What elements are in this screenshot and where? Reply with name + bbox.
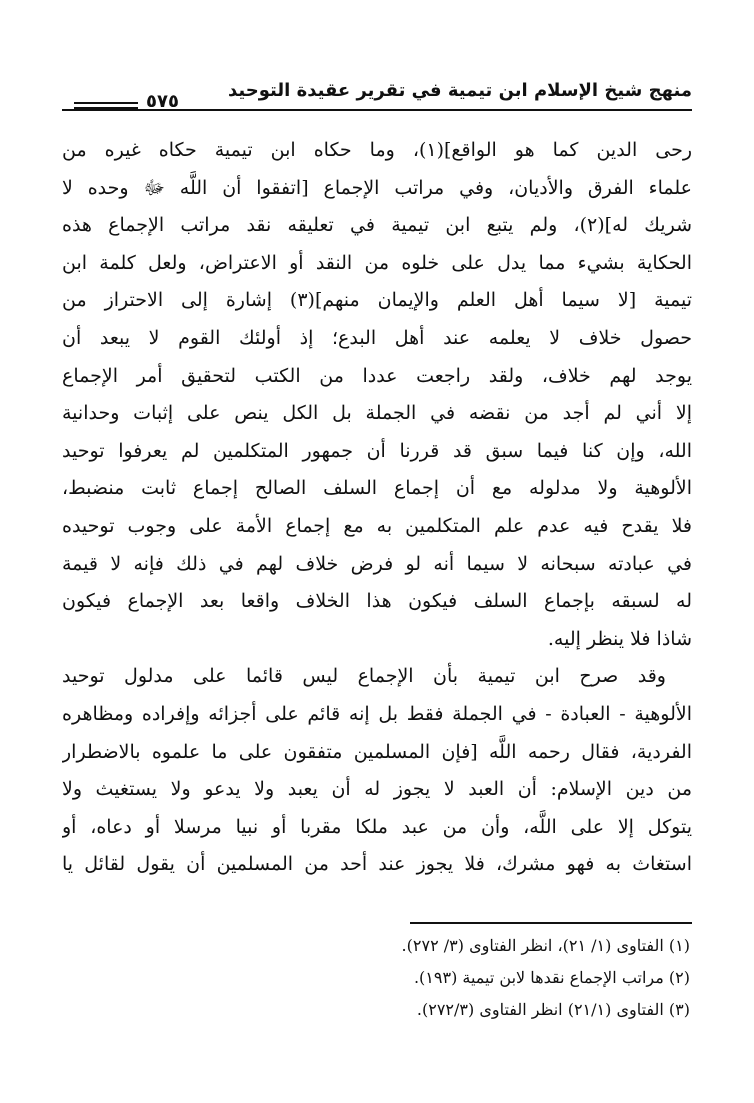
text-line: يتوكل إلا على اللَّه، وأن من عبد ملكا مقربا أو نبيا مرسلا أو دعاه، أو [62,815,692,838]
main-text [62,132,692,884]
text-line: حصول خلاف لا يعلمه عند أهل البدع؛ إذ أولئك القوم لا يبعد أن [62,326,692,349]
footnote-1: (١) الفتاوى (١/ ٢١)، انظر الفتاوى (٣/ ٢٧٢). [401,936,690,955]
page-number-rule-upper [74,102,138,104]
footnote-rule [410,922,692,924]
text-line: استغاث به فهو مشرك، فلا يجوز عند أحد من المسلمين أن يقول لقائل يا [62,853,692,876]
running-title: منهج شيخ الإسلام ابن تيمية في تقرير عقيدة التوحيد [228,80,692,101]
text-line: من دين الإسلام: أن العبد لا يجوز له أن يعبد ولا يدعو ولا يستغيث ولا [62,778,692,801]
footnote-3: (٣) الفتاوى (٢١/١) انظر الفتاوى (٢٧٢/٣). [416,1000,690,1019]
text-line: في عبادته سبحانه لا سيما أنه لو فرض خلاف لهم في ذلك فإنه لا قيمة [62,552,692,575]
footnote-2: (٢) مراتب الإجماع نقدها لابن تيمية (١٩٣). [413,968,690,987]
text-line: إلا أني لم أجد من نقضه في الجملة بل الكل ينص على إثبات وحدانية [62,402,692,425]
text-line: فلا يقدح فيه عدم علم المتكلمين به مع إجماع الأمة على وجوب توحيده [62,514,692,537]
text-line: رحى الدين كما هو الواقع](١)، وما حكاه ابن تيمية حكاه غيره من [62,139,692,161]
text-line: شريك له](٢)، ولم يتبع ابن تيمية في تعليقه نقد مراتب الإجماع هذه [62,214,692,237]
footnotes [70,930,690,1026]
text-line: الألوهية ولا مدلوله مع أن إجماع السلف الصالح إجماع ثابت منضبط، [62,477,692,500]
page-number: ٥٧٥ [146,91,179,112]
text-line: علماء الفرق والأديان، وفي مراتب الإجماع [اتفقوا أن اللَّه ﷻ وحده لا [62,176,692,199]
text-line: تيمية [لا سيما أهل العلم والإيمان منهم](٣) إشارة إلى الاحتراز من [62,289,692,312]
running-header [62,80,692,112]
text-line: الحكاية بشيء مما يدل على خلوه من النقد أو الاعتراض، ولعل كلمة ابن [62,251,692,274]
text-line: الألوهية - العبادة - في الجملة فقط بل إنه قائم على أجزائه وإفراده ومظاهره [62,702,692,725]
text-line: له لسبقه بإجماع السلف فيكون هذا الخلاف واقعا بعد الإجماع فيكون [62,590,692,613]
paragraph-start-line: وقد صرح ابن تيمية بأن الإجماع ليس قائما على مدلول توحيد [62,665,666,688]
text-line: يوجد لهم خلاف، ولقد راجعت عددا من الكتب لتحقيق أمر الإجماع [62,364,692,387]
text-line: الله، وإن كنا فيما سبق قد قررنا أن جمهور المتكلمين لم يعرفوا توحيد [62,439,692,462]
text-line: الفردية، فقال رحمه اللَّه [فإن المسلمين متفقون على ما علموه بالاضطرار [62,740,692,763]
paragraph-end-line: شاذا فلا ينظر إليه. [547,627,692,650]
header-rule [62,109,692,111]
